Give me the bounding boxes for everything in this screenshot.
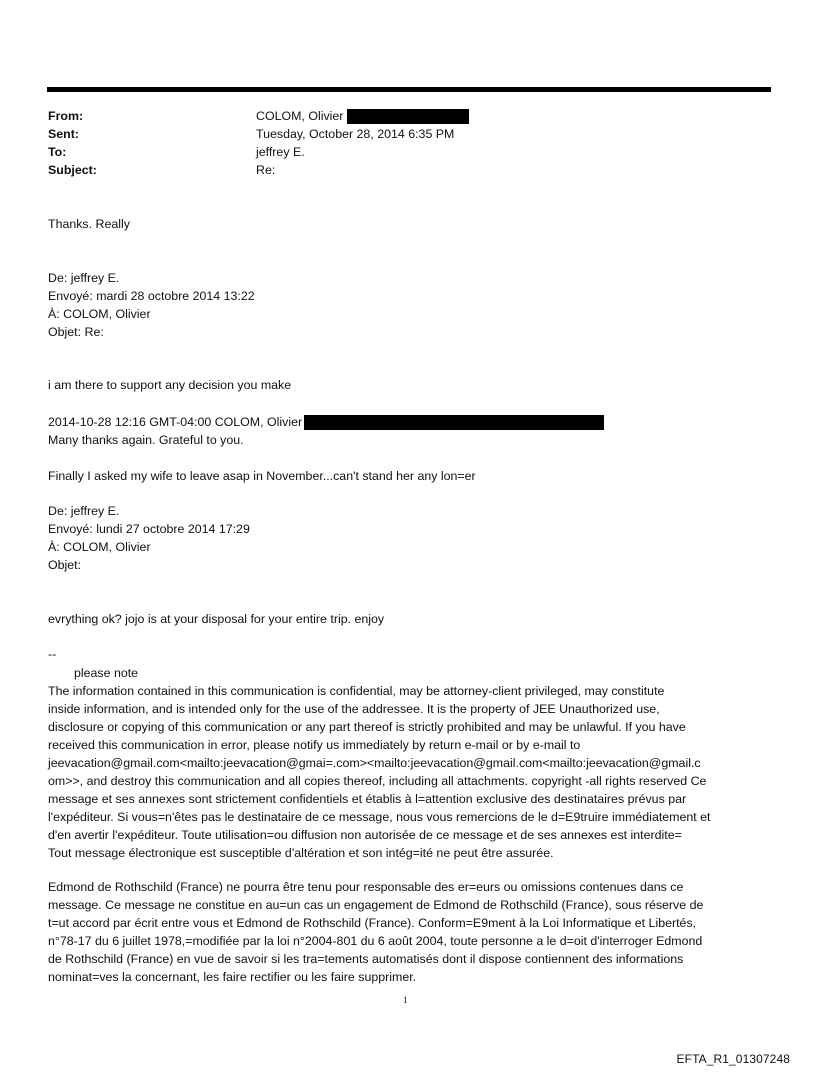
quote1-sent: Envoyé: mardi 28 octobre 2014 13:22 xyxy=(48,289,255,303)
to-label: To: xyxy=(48,145,67,159)
everything-text: evrything ok? jojo is at your disposal for your entire trip. enjoy xyxy=(48,612,385,626)
to-value: jeffrey E. xyxy=(256,145,305,159)
from-label: From: xyxy=(48,109,84,123)
from-value xyxy=(256,107,469,125)
to-row xyxy=(48,143,748,161)
quote1-from: De: jeffrey E. xyxy=(48,271,120,285)
quote2-to: À: COLOM, Olivier xyxy=(48,540,151,554)
quote1-subject: Objet: Re: xyxy=(48,325,104,339)
quote2-subject: Objet: xyxy=(48,558,82,572)
quote-attribution-text: 2014-10-28 12:16 GMT-04:00 COLOM, Olivier xyxy=(48,415,303,429)
support-text: i am there to support any decision you make xyxy=(48,378,292,392)
finally-text: Finally I asked my wife to leave asap in November...can't stand her any lon=er xyxy=(48,469,476,483)
header-rule xyxy=(47,87,771,92)
sent-row xyxy=(48,125,748,143)
many-thanks-text: Many thanks again. Grateful to you. xyxy=(48,433,244,447)
disclaimer-paragraph-2: Edmond de Rothschild (France) ne pourra être tenu pour responsable des er=eurs ou omissions contenues dans ce message. Ce message ne constitue en au=un cas un engagement de Edmond de Rothschild (France), sous réserve de t=ut accord par écrit entre vous et Edmond de Rothschild (France). Conform=E9ment à la Loi Informatique et Libertés, n°78-17 du 6 juillet 1978,=modifiée par la loi n°2004-801 du 6 août 2004, toute personne a le d=oit d'interroger Edmond de Rothschild (France) en vue de savoir si les tra=tements automatisés dont il dispose contiennent des informations nominat=ves la concernant, les faire rectifier ou les faire supprimer. xyxy=(48,880,704,984)
from-sender: COLOM, Olivier xyxy=(256,109,344,123)
quote2-sent: Envoyé: lundi 27 octobre 2014 17:29 xyxy=(48,522,250,536)
page-number: 1 xyxy=(403,996,408,1006)
quote2-from: De: jeffrey E. xyxy=(48,504,120,518)
reply-text: Thanks. Really xyxy=(48,217,130,231)
from-row xyxy=(48,107,748,125)
quote1-to: À: COLOM, Olivier xyxy=(48,307,151,321)
redaction-block xyxy=(347,109,469,124)
sent-label: Sent: xyxy=(48,127,79,141)
bates-number: EFTA_R1_01307248 xyxy=(676,1052,790,1066)
quote-attribution xyxy=(48,413,604,431)
subject-label: Subject: xyxy=(48,163,97,177)
subject-row xyxy=(48,161,748,179)
please-note-text: please note xyxy=(74,666,139,680)
subject-value: Re: xyxy=(256,163,276,177)
disclaimer-paragraph-1: The information contained in this communication is confidential, may be attorney-client privileged, may constitute inside information, and is intended only for the use of the addressee. It is the property of JEE Unauthorized use, disclosure or copying of this communication or any part thereof is strictly prohibited and may be unlawful. If you have received this communication in error, please notify us immediately by return e-mail or by e-mail to jeevacation@gmail.com<mailto:jeevacation@gmai=.com><mailto:jeevacation@gmail.com<mailto:jeevacation@gmail.c om>>, and destroy this communication and all copies thereof, including all attachments. copyright -all rights reserved Ce message et ses annexes sont strictement confidentiels et établis à l=attention exclusive des destinataires prévus par l'expéditeur. Si vous=n'êtes pas le destinataire de ce message, nous vous remercions de le d=E9truire immédiatement et d'en avertir l'expéditeur. Toute utilisation=ou diffusion non autorisée de ce message et de ses annexes est interdite= Tout message électronique est susceptible d'altération et son intég=ité ne peut être assurée. xyxy=(48,684,711,860)
redaction-block xyxy=(304,415,604,430)
sent-value: Tuesday, October 28, 2014 6:35 PM xyxy=(256,127,455,141)
signature-dashes: -- xyxy=(48,647,57,661)
